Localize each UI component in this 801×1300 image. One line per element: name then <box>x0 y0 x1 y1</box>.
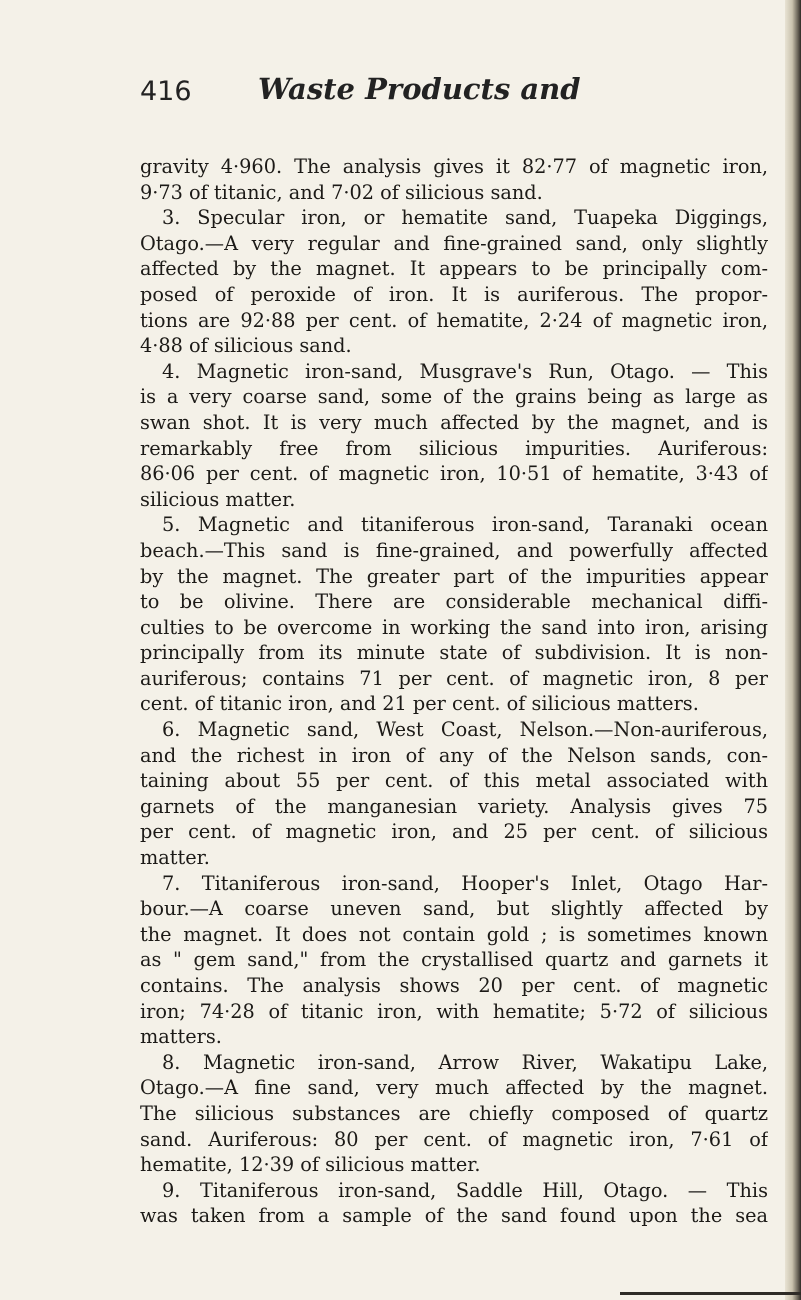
text-line: posed of peroxide of iron. It is auriferous. The propor- <box>140 282 768 306</box>
text-line: the magnet. It does not contain gold ; is sometimes known <box>140 922 768 946</box>
text-line: by the magnet. The greater part of the impurities appear <box>140 564 768 588</box>
text-line: hematite, 12·39 of silicious matter. <box>140 1153 481 1177</box>
text-line: Otago.—A very regular and fine-grained sand, only slightly <box>140 231 768 255</box>
text-line: as " gem sand," from the crystallised quartz and garnets it <box>140 948 768 972</box>
text-line: swan shot. It is very much affected by the magnet, and is <box>140 410 768 434</box>
text-line: was taken from a sample of the sand found upon the sea <box>140 1204 768 1228</box>
text-line: to be olivine. There are considerable mechanical diffi- <box>140 590 768 614</box>
text-line: affected by the magnet. It appears to be principally com- <box>140 257 768 281</box>
text-line: iron; 74·28 of titanic iron, with hematite; 5·72 of silicious <box>140 999 768 1023</box>
page-edge-shadow <box>785 0 801 1300</box>
text-line: per cent. of magnetic iron, and 25 per cent. of silicious <box>140 820 768 844</box>
text-line: gravity 4·960. The analysis gives it 82·77 of magnetic iron, <box>140 155 768 178</box>
body-text <box>140 154 768 1229</box>
text-line: 9. Titaniferous iron-sand, Saddle Hill, Otago. — This <box>162 1178 768 1202</box>
text-line: matter. <box>140 846 210 870</box>
text-line: 4·88 of silicious sand. <box>140 334 352 358</box>
text-line: bour.—A coarse uneven sand, but slightly affected by <box>140 897 768 921</box>
text-line: matters. <box>140 1025 222 1049</box>
text-line: 9·73 of titanic, and 7·02 of silicious sand. <box>140 180 543 204</box>
bottom-edge-rule <box>620 1292 801 1295</box>
text-line: 4. Magnetic iron-sand, Musgrave's Run, Otago. — This <box>162 359 768 383</box>
text-line: 7. Titaniferous iron-sand, Hooper's Inlet, Otago Har- <box>162 871 768 895</box>
text-line: 5. Magnetic and titaniferous iron-sand, Taranaki ocean <box>162 513 768 537</box>
text-line: Otago.—A fine sand, very much affected by the magnet. <box>140 1076 768 1100</box>
text-line: garnets of the manganesian variety. Analysis gives 75 <box>140 794 768 818</box>
text-line: is a very coarse sand, some of the grains being as large as <box>140 385 768 409</box>
text-line: sand. Auriferous: 80 per cent. of magnetic iron, 7·61 of <box>140 1127 768 1151</box>
text-line: 8. Magnetic iron-sand, Arrow River, Wakatipu Lake, <box>162 1050 768 1074</box>
text-line: 86·06 per cent. of magnetic iron, 10·51 of hematite, 3·43 of <box>140 462 768 486</box>
text-line: tions are 92·88 per cent. of hematite, 2·24 of magnetic iron, <box>140 308 768 332</box>
text-line: culties to be overcome in working the sand into iron, arising <box>140 615 768 639</box>
text-line: and the richest in iron of any of the Nelson sands, con- <box>140 743 768 767</box>
text-line: The silicious substances are chiefly composed of quartz <box>140 1101 768 1125</box>
text-line: contains. The analysis shows 20 per cent. of magnetic <box>140 974 768 997</box>
text-line: principally from its minute state of subdivision. It is non- <box>140 641 768 665</box>
page-number: 416 <box>140 76 192 107</box>
text-line: 3. Specular iron, or hematite sand, Tuapeka Diggings, <box>162 206 768 230</box>
text-line: silicious matter. <box>140 487 296 511</box>
text-line: 6. Magnetic sand, West Coast, Nelson.—Non-auriferous, <box>162 718 768 742</box>
text-line: beach.—This sand is fine-grained, and powerfully affected <box>140 538 768 562</box>
text-line: auriferous; contains 71 per cent. of magnetic iron, 8 per <box>140 666 768 690</box>
text-line: remarkably free from silicious impurities. Auriferous: <box>140 436 768 460</box>
text-line: cent. of titanic iron, and 21 per cent. of silicious matters. <box>140 692 699 716</box>
running-title: Waste Products and <box>258 72 581 106</box>
text-line: taining about 55 per cent. of this metal associated with <box>140 769 768 793</box>
